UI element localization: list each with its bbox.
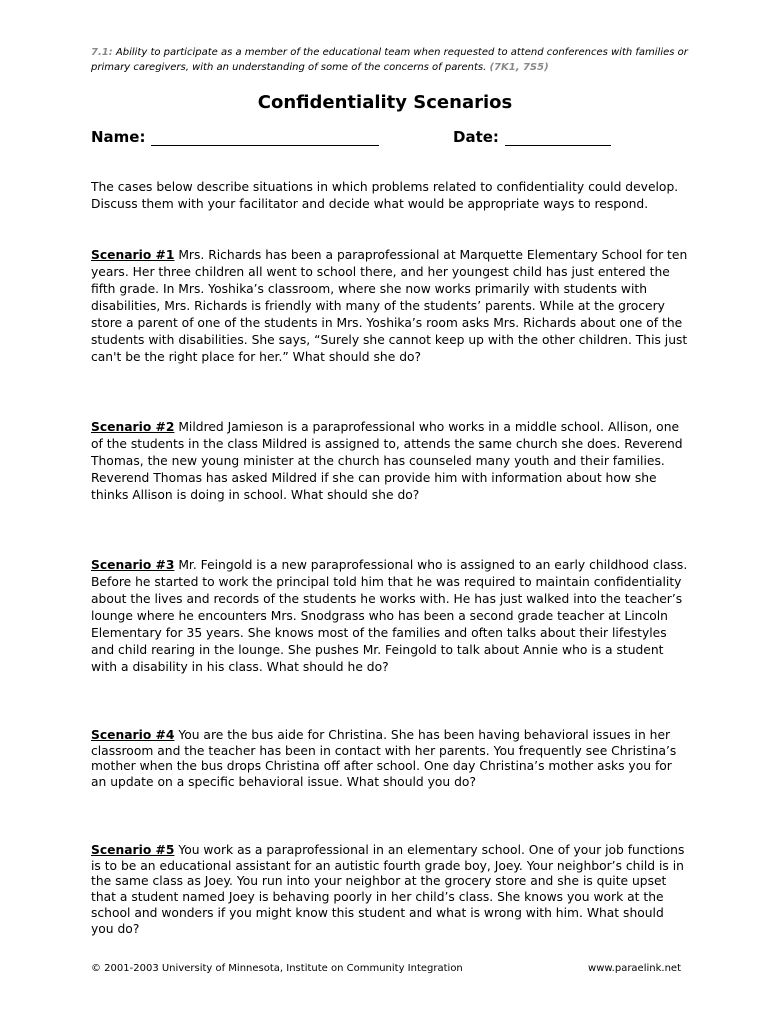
- date-group: [453, 128, 611, 146]
- scenario-2-text: Mildred Jamieson is a paraprofessional who works in a middle school. Allison, one of the students in the class Mildred is assigned to, attends the same church she does. Reverend Thomas, the new young minister at the church has counseled many youth and their families. Reverend Thomas has asked Mildred if she can provide him with information about how she thinks Allison is doing in school. What should she do?: [91, 420, 683, 502]
- scenario-4-label: Scenario #4: [91, 728, 175, 742]
- scenario-2: [91, 419, 689, 504]
- date-field[interactable]: [505, 129, 611, 146]
- scenario-5-label: Scenario #5: [91, 843, 175, 857]
- scenario-3-text: Mr. Feingold is a new paraprofessional who is assigned to an early childhood class. Before he started to work the principal told him that he was required to maintain confidentiality about the lives and records of the students he works with. He has just walked into the teacher’s lounge where he encounters Mrs. Snodgrass who has been a second grade teacher at Lincoln Elementary for 35 years. She knows most of the families and often talks about their lifestyles and child rearing in the lounge. She pushes Mr. Feingold to talk about Annie who is a student with a disability in his class. What should he do?: [91, 558, 688, 674]
- intro-paragraph: The cases below describe situations in which problems related to confidentiality could develop. Discuss them with your facilitator and decide what would be appropriate ways to respond.: [91, 180, 679, 211]
- standard-ref: (7K1, 7S5): [489, 62, 549, 73]
- footer-url[interactable]: www.paraelink.net: [588, 963, 681, 974]
- standard-statement: [91, 45, 691, 75]
- page-title: Confidentiality Scenarios: [257, 92, 513, 113]
- scenario-5-text: You work as a paraprofessional in an elementary school. One of your job functions is to be an educational assistant for an autistic fourth grade boy, Joey. Your neighbor’s child is in the same class as Joey. You run into your neighbor at the grocery store and she is quite upset that a student named Joey is behaving poorly in her child’s class. She knows you work at the school and wonders if you might know this student and what is wrong with him. What should you do?: [91, 843, 685, 936]
- name-label: Name:: [91, 128, 146, 146]
- name-date-line: [91, 128, 691, 146]
- standard-text: Ability to participate as a member of the educational team when requested to attend conferences with families or primary caregivers, with an understanding of some of the concerns of parents.: [91, 47, 688, 73]
- scenario-1: [91, 247, 689, 366]
- name-field[interactable]: [151, 129, 379, 146]
- scenario-4: [91, 728, 689, 791]
- footer-copyright: © 2001-2003 University of Minnesota, Institute on Community Integration: [91, 963, 463, 974]
- scenario-5: [91, 843, 689, 937]
- scenario-4-text: You are the bus aide for Christina. She has been having behavioral issues in her classroom and the teacher has been in contact with her parents. You frequently see Christina’s mother when the bus drops Christina off after school. One day Christina’s mother asks you for an update on a specific behavioral issue. What should you do?: [91, 728, 677, 790]
- scenario-2-label: Scenario #2: [91, 420, 175, 434]
- date-label: Date:: [453, 128, 499, 146]
- scenario-1-label: Scenario #1: [91, 248, 175, 262]
- footer: [91, 963, 681, 974]
- scenario-3: [91, 557, 689, 676]
- standard-code: 7.1:: [91, 47, 113, 58]
- scenario-1-text: Mrs. Richards has been a paraprofessional at Marquette Elementary School for ten years. Her three children all went to school there, and her youngest child has just entered the fifth grade. In Mrs. Yoshika’s classroom, where she now works primarily with students with disabilities, Mrs. Richards is friendly with many of the students’ parents. While at the grocery store a parent of one of the students in Mrs. Yoshika’s room asks Mrs. Richards about one of the students with disabilities. She says, “Surely she cannot keep up with the other children. This just can't be the right place for her.” What should she do?: [91, 248, 688, 364]
- scenario-3-label: Scenario #3: [91, 558, 175, 572]
